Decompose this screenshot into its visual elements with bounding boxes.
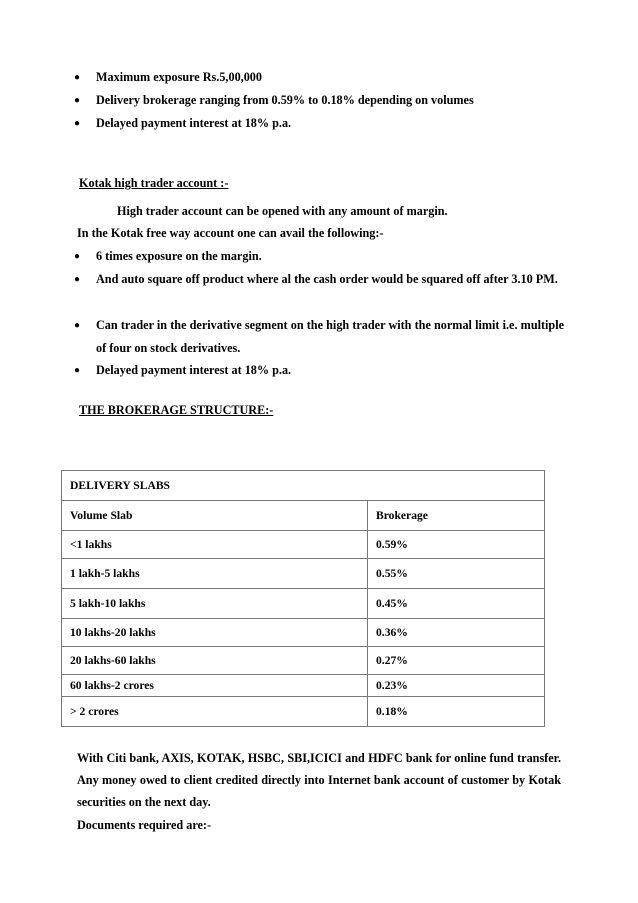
list-item [74, 112, 564, 135]
table-cell: <1 lakhs [62, 531, 368, 559]
table-title-row [62, 471, 545, 501]
column-header: Volume Slab [62, 501, 368, 531]
table-cell: 5 lakh-10 lakhs [62, 589, 368, 619]
bullet-icon: ● [74, 274, 81, 285]
table-cell: 0.36% [368, 619, 545, 647]
table-cell: 0.59% [368, 531, 545, 559]
bullet-icon: ● [74, 118, 81, 129]
table-row [62, 619, 545, 647]
bullet-text: Delivery brokerage ranging from 0.59% to 0.18% depending on volumes [96, 93, 474, 107]
table-row [62, 589, 545, 619]
table-header-row [62, 501, 545, 531]
closing-paragraph: With Citi bank, AXIS, KOTAK, HSBC, SBI,ICICI and HDFC bank for online fund transfer. Any money owed to client credited directly into Internet bank account of customer by Kotak securities on the next day. [77, 751, 561, 809]
delivery-slabs-table [61, 470, 545, 727]
documents-heading: Documents required are:- [77, 818, 212, 832]
table-cell: 0.23% [368, 675, 545, 697]
table-row [62, 531, 545, 559]
list-item [74, 89, 564, 112]
table-cell: 0.18% [368, 697, 545, 727]
table-cell: 1 lakh-5 lakhs [62, 559, 368, 589]
list-item [74, 359, 564, 382]
bullet-text: 6 times exposure on the margin. [96, 249, 262, 263]
section-heading-kotak: Kotak high trader account :- [79, 176, 229, 190]
paragraph-line: High trader account can be opened with any amount of margin. [117, 204, 448, 218]
table-row [62, 647, 545, 675]
bullet-icon: ● [74, 72, 81, 83]
list-item [74, 66, 564, 89]
paragraph-line: In the Kotak free way account one can avail the following:- [77, 226, 384, 240]
bullet-icon: ● [74, 251, 81, 262]
list-item [74, 245, 564, 268]
bullet-icon: ● [74, 320, 81, 331]
bullet-icon: ● [74, 95, 81, 106]
table-cell: > 2 crores [62, 697, 368, 727]
bullet-text: Delayed payment interest at 18% p.a. [96, 363, 292, 377]
bullet-text: Delayed payment interest at 18% p.a. [96, 116, 292, 130]
table-row [62, 559, 545, 589]
table-cell: 20 lakhs-60 lakhs [62, 647, 368, 675]
bullet-text: And auto square off product where al the cash order would be squared off after 3.10 PM. [96, 272, 558, 286]
table-cell: 10 lakhs-20 lakhs [62, 619, 368, 647]
table-row [62, 697, 545, 727]
table-cell: 0.45% [368, 589, 545, 619]
list-item [74, 268, 564, 314]
column-header: Brokerage [368, 501, 545, 531]
table-cell: 0.55% [368, 559, 545, 589]
list-item [74, 314, 564, 360]
bullet-icon: ● [74, 365, 81, 376]
table-row [62, 675, 545, 697]
table-cell: 0.27% [368, 647, 545, 675]
table-cell: 60 lakhs-2 crores [62, 675, 368, 697]
table-title: DELIVERY SLABS [62, 471, 545, 501]
section-heading-brokerage: THE BROKERAGE STRUCTURE:- [79, 403, 274, 417]
bullet-text: Maximum exposure Rs.5,00,000 [96, 70, 262, 84]
bullet-text: Can trader in the derivative segment on the high trader with the normal limit i.e. multiple of four on stock derivatives. [96, 318, 564, 355]
